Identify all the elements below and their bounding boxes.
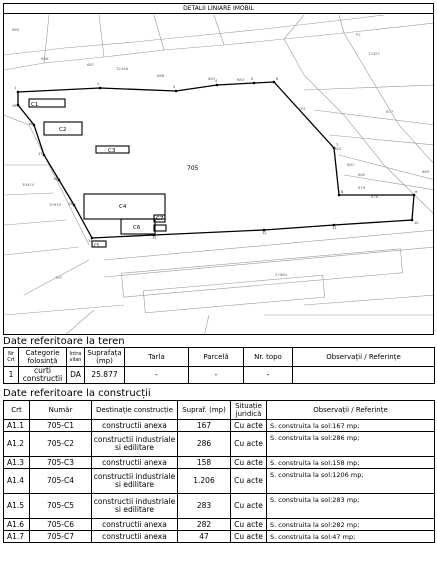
header-intravilan: Intra vilan bbox=[67, 348, 85, 367]
label-c6: C6 bbox=[133, 225, 141, 231]
cell-nr-topo: - bbox=[244, 367, 293, 384]
header-situatie: Situație juridică bbox=[231, 401, 267, 420]
neighbor-label: 687 bbox=[87, 62, 95, 67]
cell-numar: 705-C7 bbox=[30, 531, 92, 543]
point-label: 9 bbox=[415, 190, 418, 194]
teren-row bbox=[4, 367, 435, 384]
cadastral-map bbox=[3, 3, 434, 335]
parcel-number-label: 705 bbox=[187, 165, 199, 172]
cell-situatie: Cu acte bbox=[231, 420, 267, 432]
cell-observatii: S. construita la sol:158 mp; bbox=[267, 457, 435, 469]
cell-numar: 705-C6 bbox=[30, 519, 92, 531]
cell-supraf: 1.206 bbox=[178, 469, 231, 494]
cell-destinatie: constructii industriale si edilitare bbox=[92, 494, 178, 519]
cell-supraf: 286 bbox=[178, 432, 231, 457]
cell-crt: A1.1 bbox=[4, 420, 30, 432]
cell-destinatie: constructii anexa bbox=[92, 457, 178, 469]
neighbor-label: 30915 bbox=[49, 202, 62, 207]
neighbor-label: 686 bbox=[157, 73, 165, 78]
map-drawing bbox=[4, 15, 434, 335]
neighbor-label: 684 bbox=[237, 77, 245, 82]
point-label: 6 bbox=[276, 77, 279, 81]
cell-crt: A1.4 bbox=[4, 469, 30, 494]
header-tarla: Tarla bbox=[125, 348, 189, 367]
cell-categorie: curti constructii bbox=[19, 367, 67, 384]
point-label: 10 bbox=[414, 221, 419, 225]
cell-situatie: Cu acte bbox=[231, 469, 267, 494]
table-row bbox=[4, 531, 435, 543]
cell-crt: A1.6 bbox=[4, 519, 30, 531]
neighbor-label: 72457 bbox=[368, 51, 381, 56]
neighbor-label: 679 bbox=[358, 185, 366, 190]
cell-situatie: Cu acte bbox=[231, 432, 267, 457]
neighbor-label: 682 bbox=[334, 146, 342, 151]
cell-crt: A1.5 bbox=[4, 494, 30, 519]
point-label: 2 bbox=[97, 82, 100, 86]
constructii-table bbox=[3, 400, 435, 543]
neighbor-label: 685 bbox=[208, 76, 216, 81]
cell-parcela: - bbox=[189, 367, 244, 384]
teren-section-title: Date referitoare la teren bbox=[3, 336, 125, 347]
map-title: DETALII LINIARE IMOBIL bbox=[4, 4, 433, 14]
neighbor-label: 681 bbox=[347, 162, 355, 167]
cell-numar: 705-C1 bbox=[30, 420, 92, 432]
neighbor-label: 678 bbox=[371, 194, 379, 199]
point-label: 15 bbox=[68, 202, 73, 206]
header-destinatie: Destinație construcție bbox=[92, 401, 178, 420]
cell-supraf: 283 bbox=[178, 494, 231, 519]
cell-supraf: 167 bbox=[178, 420, 231, 432]
cell-observatii: S. construita la sol:47 mp; bbox=[267, 531, 435, 543]
cell-suprafata: 25.877 bbox=[85, 367, 125, 384]
cell-destinatie: constructii industriale si edilitare bbox=[92, 432, 178, 457]
cell-observatii: S. construita la sol:282 mp; bbox=[267, 519, 435, 531]
point-label: 4 bbox=[215, 79, 218, 83]
neighbor-label: 683 bbox=[298, 106, 306, 111]
cell-situatie: Cu acte bbox=[231, 531, 267, 543]
cell-observatii: S. construita la sol:286 mp; bbox=[267, 432, 435, 457]
table-row bbox=[4, 432, 435, 457]
neighbor-label: 72448 bbox=[116, 66, 129, 71]
point-label: 19 bbox=[12, 104, 17, 108]
header-observatii: Observații / Referințe bbox=[293, 348, 435, 367]
cell-situatie: Cu acte bbox=[231, 519, 267, 531]
point-label: 12 bbox=[262, 231, 267, 235]
header-nr-topo: Nr. topo bbox=[244, 348, 293, 367]
point-label: 8 bbox=[341, 190, 344, 194]
buildings bbox=[29, 99, 166, 247]
cell-intravilan: DA bbox=[67, 367, 85, 384]
header-numar: Număr bbox=[30, 401, 92, 420]
cell-crt: A1.3 bbox=[4, 457, 30, 469]
cell-numar: 705-C5 bbox=[30, 494, 92, 519]
cell-numar: 705-C2 bbox=[30, 432, 92, 457]
neighbor-label: 30914 bbox=[22, 182, 35, 187]
label-c1: C1 bbox=[31, 102, 39, 108]
building-c7 bbox=[154, 225, 166, 231]
cell-supraf: 282 bbox=[178, 519, 231, 531]
header-nr: Nr Crt bbox=[4, 348, 19, 367]
cell-supraf: 47 bbox=[178, 531, 231, 543]
label-c3: C3 bbox=[108, 148, 116, 154]
point-label: 11 bbox=[332, 226, 337, 230]
neighbor-boundaries bbox=[4, 15, 434, 335]
header-suprafata: Suprafața (mp) bbox=[85, 348, 125, 367]
label-c7: C7 bbox=[156, 216, 164, 222]
cell-nr: 1 bbox=[4, 367, 19, 384]
header-supraf: Supraf. (mp) bbox=[178, 401, 231, 420]
point-label: 3 bbox=[173, 85, 176, 89]
header-categorie: Categorie folosință bbox=[19, 348, 67, 367]
point-label: 13 bbox=[152, 236, 157, 240]
table-row bbox=[4, 469, 435, 494]
cell-numar: 705-C3 bbox=[30, 457, 92, 469]
point-label: 14 bbox=[88, 239, 93, 243]
point-label: 18 bbox=[28, 122, 33, 126]
cell-observatii bbox=[293, 367, 435, 384]
cell-situatie: Cu acte bbox=[231, 457, 267, 469]
cell-destinatie: constructii industriale si edilitare bbox=[92, 469, 178, 494]
teren-header-row bbox=[4, 348, 435, 367]
neighbor-label: P2 bbox=[356, 32, 361, 37]
label-c5: C5 bbox=[94, 243, 100, 248]
cell-supraf: 158 bbox=[178, 457, 231, 469]
label-c4: C4 bbox=[119, 204, 127, 210]
cell-crt: A1.2 bbox=[4, 432, 30, 457]
cell-tarla: - bbox=[125, 367, 189, 384]
header-parcela: Parcelă bbox=[189, 348, 244, 367]
point-label: 16 bbox=[53, 177, 58, 181]
header-observatii: Observații / Referințe bbox=[267, 401, 435, 420]
teren-table bbox=[3, 347, 435, 384]
cell-situatie: Cu acte bbox=[231, 494, 267, 519]
point-label: 1 bbox=[14, 86, 17, 90]
neighbor-label: 685 bbox=[12, 27, 20, 32]
cell-destinatie: constructii anexa bbox=[92, 519, 178, 531]
constructii-header-row bbox=[4, 401, 435, 420]
neighbor-label: 669 bbox=[422, 169, 430, 174]
point-label: 5 bbox=[251, 77, 254, 81]
table-row bbox=[4, 519, 435, 531]
cell-destinatie: constructii anexa bbox=[92, 420, 178, 432]
table-row bbox=[4, 457, 435, 469]
parcel-705-boundary bbox=[17, 81, 419, 240]
neighbor-label: 27984 bbox=[275, 272, 288, 277]
cell-observatii: S. construita la sol:1206 mp; bbox=[267, 469, 435, 494]
cell-crt: A1.7 bbox=[4, 531, 30, 543]
table-row bbox=[4, 420, 435, 432]
neighbor-label: 686 bbox=[41, 56, 49, 61]
table-row bbox=[4, 494, 435, 519]
label-c2: C2 bbox=[59, 127, 67, 133]
point-label: 7 bbox=[336, 143, 339, 147]
cell-destinatie: constructii anexa bbox=[92, 531, 178, 543]
point-label: 17 bbox=[38, 152, 43, 156]
neighbor-label: 707 bbox=[55, 275, 63, 280]
cell-numar: 705-C4 bbox=[30, 469, 92, 494]
cell-observatii: S. construita la sol:167 mp; bbox=[267, 420, 435, 432]
neighbor-label: 680 bbox=[358, 172, 366, 177]
constructii-section-title: Date referitoare la construcții bbox=[3, 388, 151, 399]
header-crt: Crt bbox=[4, 401, 30, 420]
neighbor-label: 677 bbox=[386, 109, 394, 114]
cell-observatii: S. construita la sol:283 mp; bbox=[267, 494, 435, 519]
